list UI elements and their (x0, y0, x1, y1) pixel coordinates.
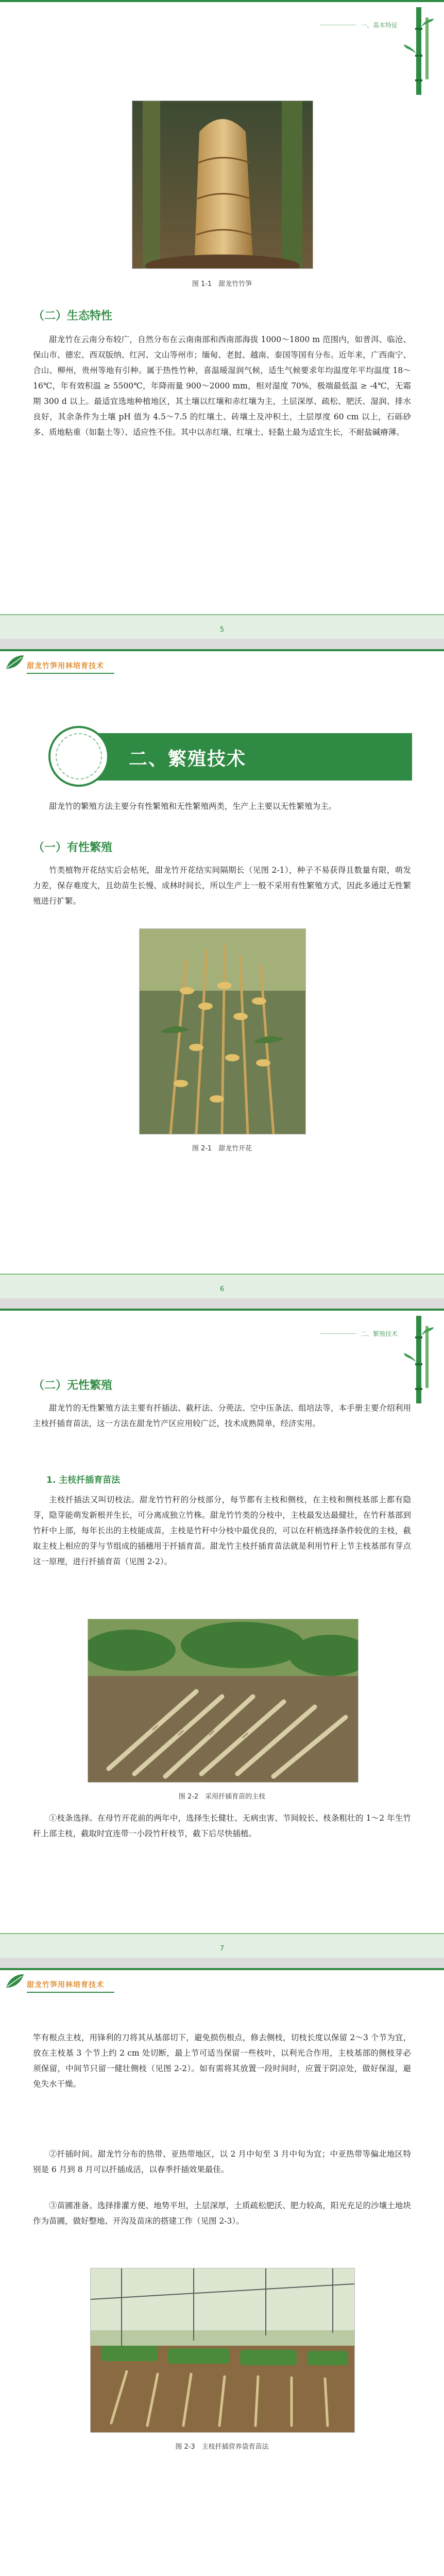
figure-caption: 图 2-3 主枝扦插营养袋育苗法 (175, 2443, 269, 2451)
page-6 (0, 649, 444, 1298)
bamboo-shoot-photo (132, 100, 313, 269)
chapter-ring-icon (48, 726, 109, 787)
figure-caption: 图 1-1 甜龙竹竹笋 (192, 280, 252, 288)
chapter-title: 二、繁殖技术 (129, 749, 247, 770)
body-paragraph: 竹类植物开花结实后会枯死，甜龙竹开花结实间隔期长（见图 2-1），种子不易获得且数量有限，萌发力差，保存难度大，且幼苗生长慢、成林时间长，所以生产上一般不采用有性繁殖方式，因此多通过无性繁殖进行扩繁。 (33, 866, 411, 906)
chapter-intro: 甜龙竹的繁殖方法主要分有性繁殖和无性繁殖两类，生产上主要以无性繁殖为主。 (49, 802, 337, 811)
leaf-decoration-icon (4, 653, 25, 672)
figure-caption: 图 2-1 甜龙竹开花 (192, 1145, 252, 1153)
body-paragraph: 主枝扦插法又叫切枝法。甜龙竹竹秆的分枝部分，每节都有主枝和侧枝，在主枝和侧枝基部上都有隐芽，隐芽能萌发新根并生长，可分离成独立竹株。甜龙竹竹类的分枝中，主枝最发达最健壮，在竹秆基部到竹秆中上部，每年长出的主枝能成苗，主枝是竹秆中分枝中最优良的，可以在秆梢选择条件较优的主枝，截取主枝上相应的芽与节组成的插穗用于扦插育苗。甜龙竹主枝扦插育苗法就是利用竹秆上节主枝基部有芽点这一原理，进行扦插育苗（见图 2-2）。 (33, 1495, 411, 1566)
section-title: （二）无性繁殖 (33, 1379, 113, 1392)
bamboo-flowering-photo (139, 928, 306, 1134)
body-paragraph: ②扦插时间。甜龙竹分布的热带、亚热带地区，以 2 月中旬至 3 月中旬为宜；中亚热带等偏北地区特别是 6 月到 8 月可以扦插成活，以春季扦插效果最佳。 (33, 2149, 411, 2174)
page-number: 5 (219, 626, 225, 634)
body-paragraph: 甜龙竹在云南分布较广，自然分布在云南南部和西南部海拔 1000～1800 m 范围内，如普洱、临沧、保山市、德宏、西双版纳、红河、文山等州市；缅甸、老挝、越南、泰国等国有分布。近年来，广西南宁、合山、柳州，贵州等地有引种。属于热性竹种，喜温暖湿润气候，适生气候要求年均温度年平均温度 18～16℃，年有效积温 ≥ 5500℃，年降雨量 900～2000 mm，相对湿度 70%，极端最低温 ≥ -4℃，无霜期 300 d 以上。最适宜选地种植地区，其土壤以红壤和赤红壤为主，土层深厚、疏松、肥沃、湿润、排水良好，其余条件为土壤 pH 值为 4.5～7.5 的红壤土、砖壤土及冲积土，土层厚度 60 cm 以上，石砾砂多、质地粘重（如黏土等）、适应性不佳。其中以赤红壤、红壤土、轻黏土最为适宜生长，不耐盐碱瘠薄。 (33, 335, 411, 437)
running-header: 甜龙竹笋用林培育技术 (27, 660, 114, 674)
top-rule (0, 1968, 444, 1970)
body-paragraph: ③苗圃准备。选择排灌方便、地势平坦，土层深厚，土质疏松肥沃、肥力较高，阳光充足的沙壤土地块作为苗圃，做好整地、开沟及苗床的搭建工作（见图 2-3）。 (33, 2201, 411, 2226)
page-number: 7 (219, 1945, 225, 1953)
section-title: （一）有性繁殖 (33, 841, 113, 854)
chapter-banner (77, 733, 412, 781)
page-8 (0, 1968, 444, 2576)
page-5 (0, 0, 444, 639)
nursery-bag-photo (90, 2268, 355, 2433)
running-header: 二、繁殖技术 (360, 1330, 398, 1337)
running-header: 甜龙竹笋用林培育技术 (27, 1979, 114, 1993)
figure-caption: 图 2-2 采用扦插育苗的主枝 (178, 1793, 266, 1801)
body-paragraph: 竿有根点主枝，用锋利的刀将其从基部切下，避免损伤根点，修去侧枝，切枝长度以保留 2～3 个节为宜，放在主枝基 3 个节上约 2 cm 处切断，最上节可适当保留一些枝叶，以利光合作用，主枝基部的侧枝芽必须保留，中间节只留一健壮侧枝（见图 2-2）。如有需将其放置一段时间时，应置于阴凉处，做好保湿，避免失水干燥。 (33, 2033, 411, 2089)
running-header: 一、基本特征 (360, 22, 398, 29)
body-paragraph: ①枝条选择。在母竹开花前的两年中，选择生长健壮、无病虫害、节间较长、枝条粗壮的 1～2 年生竹秆上部主枝，截取时宜连带一小段竹秆枝节，截下后尽快插植。 (33, 1814, 411, 1838)
page-number: 6 (219, 1285, 225, 1293)
bamboo-decoration-icon (404, 1316, 434, 1403)
top-rule (0, 1309, 444, 1311)
top-rule (0, 649, 444, 651)
section-title: （二）生态特性 (33, 310, 113, 323)
top-rule (0, 0, 444, 2)
body-paragraph: 甜龙竹的无性繁殖方法主要有扦插法、截秆法、分蔸法、空中压条法、组培法等，本手册主要介绍利用主枝扦插育苗法，这一方法在甜龙竹产区应用较广泛，技术成熟简单，经济实用。 (33, 1403, 411, 1428)
subsection-title: 1. 主枝扦插育苗法 (46, 1475, 121, 1485)
bamboo-decoration-icon (404, 7, 434, 95)
main-branch-cuttings-photo (88, 1619, 358, 1783)
leaf-decoration-icon (4, 1972, 25, 1991)
page-7 (0, 1309, 444, 1958)
